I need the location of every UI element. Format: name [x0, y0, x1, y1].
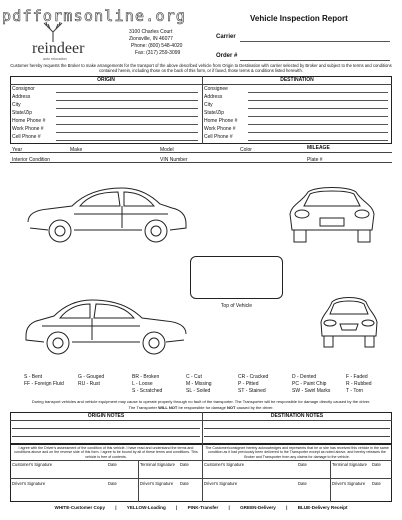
origin-field-label: Work Phone # — [12, 126, 44, 132]
year-label: Year — [12, 147, 23, 153]
separator-1: | — [115, 505, 117, 510]
damage-code: S - Scratched — [132, 388, 163, 394]
origin-header: ORIGIN — [97, 77, 115, 83]
agreement-divider — [202, 444, 203, 502]
make-label: Make — [70, 147, 83, 153]
damage-code: SL - Soiled — [186, 388, 211, 394]
destination-notes-header: DESTINATION NOTES — [270, 413, 324, 419]
destination-notes-line-1[interactable] — [204, 428, 390, 429]
destination-field-input[interactable] — [248, 124, 388, 125]
driver-signature-label: Driver's Signature — [12, 481, 46, 486]
company-fax: Fax: (317) 259-3099 — [135, 50, 181, 56]
destination-field-label: Address — [204, 94, 223, 100]
destination-field-input[interactable] — [248, 92, 388, 93]
origin-field-input[interactable] — [56, 116, 198, 117]
damage-code: PC - Paint Chip — [292, 381, 327, 387]
report-title: Vehicle Inspection Report — [250, 14, 348, 23]
date-label-5: Date — [108, 481, 117, 486]
customer-signature-label: Customer's Signature — [12, 462, 53, 467]
origin-field-label: Cell Phone # — [12, 134, 41, 140]
origin-field-input[interactable] — [56, 92, 198, 93]
carrier-label: Carrier — [216, 34, 236, 40]
watermark: pdfformsonline.org — [2, 7, 187, 25]
destination-header: DESTINATION — [280, 77, 314, 83]
destination-field-label: Cell Phone # — [204, 134, 233, 140]
terminal-signature-label-2: Terminal Signature — [332, 462, 367, 467]
car-side-view-left-icon — [20, 288, 192, 360]
origin-field-label: Address — [12, 94, 31, 100]
carrier-field[interactable] — [240, 41, 390, 42]
damage-code: BR - Broken — [132, 374, 160, 380]
transport-note-2-bold2: NOT — [226, 405, 236, 410]
interior-condition-label: Interior Condition — [12, 157, 51, 163]
damage-code: T - Torn — [346, 388, 364, 394]
transport-note-1: During transport vehicles and vehicle equipment may cause to operate properly through no fault of the transporter. The Transporter will be responsible for damage directly caused by the driver. — [31, 399, 371, 404]
copy-white: WHITE-Customer Copy — [54, 505, 106, 510]
origin-field-input[interactable] — [56, 132, 198, 133]
destination-field-input[interactable] — [248, 132, 388, 133]
date-label-6: Date — [180, 481, 189, 486]
company-tagline: auto relocation — [43, 57, 67, 61]
origin-field-input[interactable] — [56, 100, 198, 101]
origin-field-input[interactable] — [56, 124, 198, 125]
damage-code: S - Bent — [24, 374, 43, 380]
driver-signature-label-4: Driver's Signature — [332, 481, 366, 486]
origin-destination-divider — [202, 76, 203, 144]
top-of-vehicle-label: Top of Vehicle — [220, 303, 253, 309]
car-side-view-right-icon — [22, 176, 190, 248]
damage-code: CR - Cracked — [238, 374, 269, 380]
damage-code: FF - Foreign Fluid — [24, 381, 64, 387]
damage-code: D - Dented — [292, 374, 317, 380]
sig-divider-1 — [138, 460, 139, 478]
destination-field-input[interactable] — [248, 140, 388, 141]
transport-note-2 — [10, 405, 392, 410]
origin-field-input[interactable] — [56, 140, 198, 141]
mileage-label: MILEAGE — [307, 145, 330, 151]
date-label-1: Date — [108, 462, 117, 467]
origin-field-label: City — [12, 102, 21, 108]
damage-code: M - Missing — [186, 381, 212, 387]
damage-code: G - Gouged — [78, 374, 105, 380]
separator-3: | — [228, 505, 230, 510]
vehicle-rule-1 — [10, 152, 392, 153]
date-label-3: Date — [298, 462, 307, 467]
color-label: Color — [240, 147, 252, 153]
destination-field-input[interactable] — [248, 116, 388, 117]
copy-pink: PINK-Transfer — [187, 505, 219, 510]
vin-label: VIN Number — [160, 157, 188, 163]
terminal-signature-label: Terminal Signature — [140, 462, 175, 467]
separator-4: | — [286, 505, 288, 510]
agreement-right: The Customer/consignee hereby acknowledges and represents that he or she has received this vehicle in the same condition as it had previously been delivered to the Transporter except as noted above, and hereby releases the Broker and Transporter from any claims for damage to the vehicle. — [205, 446, 389, 459]
damage-code: RU - Rust — [78, 381, 100, 387]
customer-signature-label-2: Customer's Signature — [204, 462, 245, 467]
origin-field-input[interactable] — [56, 108, 198, 109]
origin-field-label: Consignor — [12, 86, 35, 92]
destination-field-label: City — [204, 102, 213, 108]
destination-field-input[interactable] — [248, 100, 388, 101]
order-label: Order # — [216, 53, 238, 59]
damage-code: ST - Stained — [238, 388, 266, 394]
disclaimer: Customer hereby requests the Broker to make arrangements for the transport of the above described vehicle from Origin to Destination with carrier selected by Broker and subject to the terms and conditions contained herein, including those on the back of this form, or if faxed, those terms & conditions listed herewith. — [10, 63, 392, 73]
destination-field-input[interactable] — [248, 108, 388, 109]
order-field[interactable] — [240, 60, 390, 61]
date-label-4: Date — [372, 462, 381, 467]
date-label-7: Date — [298, 481, 307, 486]
vehicle-rule-2 — [10, 162, 392, 163]
damage-code: F - Faded — [346, 374, 368, 380]
transport-note-2-mid: be responsible for damage — [178, 405, 226, 410]
copy-distribution — [10, 505, 392, 511]
damage-code: C - Cut — [186, 374, 202, 380]
transport-note-2-bold1: WILL NOT — [158, 405, 178, 410]
damage-code: SW - Swirl Marks — [292, 388, 331, 394]
damage-code: P - Pitted — [238, 381, 259, 387]
signature-rule-1 — [10, 478, 392, 479]
sig-divider-4 — [330, 478, 331, 502]
driver-signature-label-3: Driver's Signature — [204, 481, 238, 486]
company-name: reindeer — [32, 40, 85, 57]
origin-header-rule — [10, 84, 392, 85]
sig-divider-2 — [330, 460, 331, 478]
sig-divider-3 — [138, 478, 139, 502]
origin-notes-header: ORIGIN NOTES — [87, 413, 125, 419]
transport-note-2-post: caused by the driver. — [236, 405, 274, 410]
company-address-line2: Zionsville, IN 46077 — [129, 36, 173, 42]
origin-notes-line-1[interactable] — [12, 428, 200, 429]
transport-note-2-pre: The Transporter — [128, 405, 157, 410]
agreement-left: I agree with the Driver's assessment of the condition of this vehicle. I have read and understand the terms and conditions above and on the reverse side of this form. I agree to be bound by all of these terms and conditions. This vehicle is free of contents. — [14, 446, 198, 459]
copy-green: GREEN-Delivery — [240, 505, 276, 510]
company-phone: Phone: (800) 548-4020 — [131, 43, 183, 49]
origin-field-label: State/Zip — [12, 110, 33, 116]
driver-signature-label-2: Driver's Signature — [140, 481, 174, 486]
damage-code: R - Rubbed — [346, 381, 372, 387]
plate-label: Plate # — [307, 157, 323, 163]
copy-blue: BLUE-Delivery Receipt — [297, 505, 348, 510]
destination-field-label: Consignee — [204, 86, 228, 92]
top-of-vehicle-box — [190, 256, 283, 299]
destination-notes-line-2[interactable] — [204, 436, 390, 437]
date-label-2: Date — [180, 462, 189, 467]
damage-code: L - Loose — [132, 381, 153, 387]
origin-field-label: Home Phone # — [12, 118, 46, 124]
company-address-line1: 3100 Charles Court — [129, 29, 173, 35]
origin-destination-box — [10, 76, 392, 144]
agreement-rule — [10, 460, 392, 461]
destination-field-label: Work Phone # — [204, 126, 236, 132]
notes-header-rule — [10, 420, 392, 421]
copy-yellow: YELLOW-Loading — [126, 505, 166, 510]
model-label: Model — [160, 147, 174, 153]
date-label-8: Date — [372, 481, 381, 486]
destination-field-label: State/Zip — [204, 110, 225, 116]
origin-notes-line-2[interactable] — [12, 436, 200, 437]
destination-field-label: Home Phone # — [204, 118, 238, 124]
car-rear-view-icon — [282, 180, 382, 246]
separator-2: | — [176, 505, 178, 510]
car-front-view-icon — [316, 292, 382, 352]
